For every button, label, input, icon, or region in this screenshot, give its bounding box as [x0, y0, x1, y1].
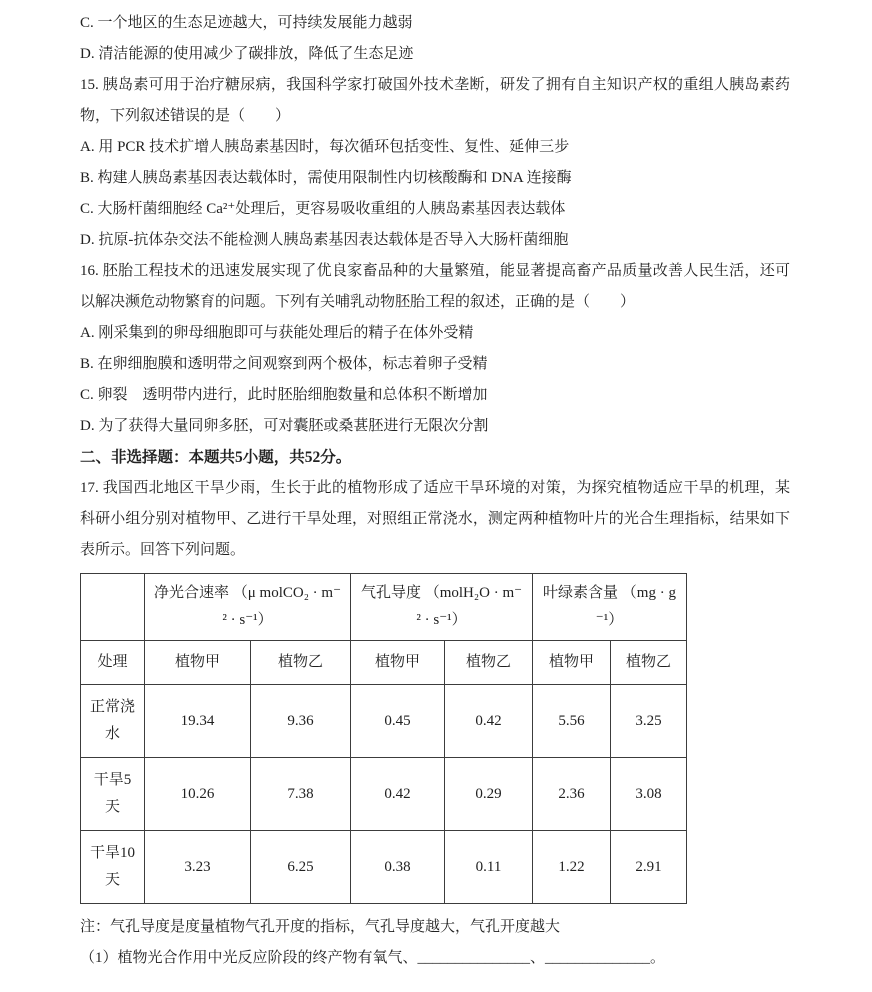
value-cell: 0.45	[351, 685, 445, 758]
value-cell: 9.36	[251, 685, 351, 758]
value-cell: 3.25	[611, 685, 687, 758]
value-cell: 0.42	[351, 758, 445, 831]
sub-header-cell: 植物甲	[351, 641, 445, 685]
row-label-cell: 干旱10天	[81, 831, 145, 904]
value-cell: 6.25	[251, 831, 351, 904]
sub-question-1: （1）植物光合作用中光反应阶段的终产物有氧气、_______________、______________。	[80, 950, 666, 966]
section-header: 二、非选择题：本题共5小题，共52分。	[80, 449, 352, 466]
value-cell: 2.91	[611, 831, 687, 904]
sub-header-cell: 植物甲	[533, 641, 611, 685]
row-label-cell: 干旱5天	[81, 758, 145, 831]
row-label-cell: 正常浇水	[81, 685, 145, 758]
value-cell: 5.56	[533, 685, 611, 758]
table-row	[81, 685, 687, 758]
sub-header-cell: 植物乙	[251, 641, 351, 685]
question-15-option-a: A. 用 PCR 技术扩增人胰岛素基因时，每次循环包括变性、复性、延伸三步	[80, 139, 570, 155]
value-cell: 2.36	[533, 758, 611, 831]
question-15-option-b: B. 构建人胰岛素基因表达载体时，需使用限制性内切核酸酶和 DNA 连接酶	[80, 170, 572, 186]
group-header-stomatal-conductance: 气孔导度 （molH₂O · m⁻² · s⁻¹）	[351, 574, 533, 641]
question-15-stem: 15. 胰岛素可用于治疗糖尿病，我国科学家打破国外技术垄断，研发了拥有自主知识产权的重组人胰岛素药物，下列叙述错误的是（ ）	[80, 77, 790, 124]
option-line-d: D. 清洁能源的使用减少了碳排放，降低了生态足迹	[80, 46, 414, 62]
question-17-stem: 17. 我国西北地区干旱少雨，生长于此的植物形成了适应干旱环境的对策，为探究植物适应干旱的机理，某科研小组分别对植物甲、乙进行干旱处理，对照组正常浇水，测定两种植物叶片的光合生理指标，结果如下表所示。回答下列问题。	[80, 480, 790, 558]
value-cell: 0.38	[351, 831, 445, 904]
value-cell: 0.42	[445, 685, 533, 758]
question-16-option-b: B. 在卵细胞膜和透明带之间观察到两个极体，标志着卵子受精	[80, 356, 488, 372]
value-cell: 0.29	[445, 758, 533, 831]
value-cell: 3.08	[611, 758, 687, 831]
value-cell: 3.23	[145, 831, 251, 904]
table-group-header-row	[81, 574, 687, 641]
value-cell: 0.11	[445, 831, 533, 904]
table-sub-header-row	[81, 641, 687, 685]
table-row	[81, 831, 687, 904]
group-header-chlorophyll-content: 叶绿素含量 （mg · g⁻¹）	[533, 574, 687, 641]
value-cell: 10.26	[145, 758, 251, 831]
table-row	[81, 758, 687, 831]
question-16-option-d: D. 为了获得大量同卵多胚，可对囊胚或桑葚胚进行无限次分割	[80, 418, 489, 434]
value-cell: 1.22	[533, 831, 611, 904]
question-16-stem: 16. 胚胎工程技术的迅速发展实现了优良家畜品种的大量繁殖，能显著提高畜产品质量改善人民生活，还可以解决濒危动物繁育的问题。下列有关哺乳动物胚胎工程的叙述，正确的是（ ）	[80, 263, 790, 310]
question-15-option-d: D. 抗原-抗体杂交法不能检测人胰岛素基因表达载体是否导入大肠杆菌细胞	[80, 232, 569, 248]
results-table	[80, 573, 687, 904]
question-15-option-c: C. 大肠杆菌细胞经 Ca²⁺处理后，更容易吸收重组的人胰岛素基因表达载体	[80, 201, 566, 217]
sub-header-cell: 植物乙	[611, 641, 687, 685]
group-header-net-photosynthesis: 净光合速率 （μ molCO₂ · m⁻² · s⁻¹）	[145, 574, 351, 641]
corner-cell	[81, 574, 145, 641]
sub-header-cell: 植物乙	[445, 641, 533, 685]
value-cell: 19.34	[145, 685, 251, 758]
table-note: 注：气孔导度是度量植物气孔开度的指标，气孔导度越大，气孔开度越大	[80, 919, 561, 935]
option-line-c: C. 一个地区的生态足迹越大，可持续发展能力越弱	[80, 15, 413, 31]
value-cell: 7.38	[251, 758, 351, 831]
sub-header-cell: 植物甲	[145, 641, 251, 685]
question-16-option-a: A. 刚采集到的卵母细胞即可与获能处理后的精子在体外受精	[80, 325, 474, 341]
row-header-treatment: 处理	[81, 641, 145, 685]
question-16-option-c: C. 卵裂 透明带内进行，此时胚胎细胞数量和总体积不断增加	[80, 387, 488, 403]
